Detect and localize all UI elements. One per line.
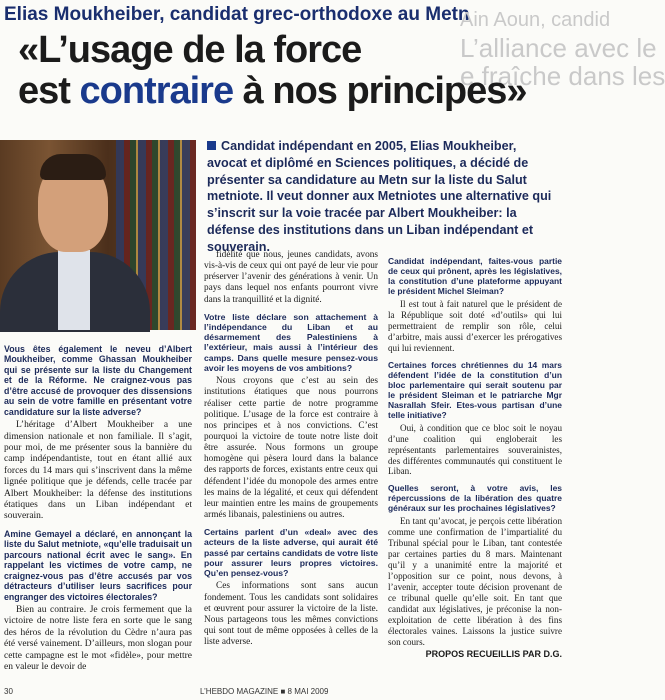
page-number: 30 bbox=[4, 687, 13, 696]
kicker-line: Elias Moukheiber, candidat grec-orthodoxe au Metn bbox=[4, 4, 470, 25]
ghost-line: e fraîche dans les bbox=[460, 61, 665, 91]
interview-answer: Oui, à condition que ce bloc soit le noyau d’une coalition qui engloberait les représentants parlementaires souverainistes, des différentes communautés qui constituent le Liban. bbox=[388, 422, 562, 477]
interview-answer: L’héritage d’Albert Moukheiber a une dimension nationale et non familiale. Il s’agit, pour moi, de me présenter sous la bannière du camp indépendantiste, tout en étant allié aux forces du 14 mars qui s’inscrivent dans la même lignée politique que je défends, celle tracée par Albert Moukheiber: la défense des institutions étatiques dans un Liban indépendant et souverain. bbox=[4, 420, 192, 522]
article-column-1 bbox=[4, 338, 192, 675]
interview-answer: Bien au contraire. Je crois fermement que la victoire de notre liste fera en sorte que le sang des héros de la révolution du Cèdre n’aura pas été versé vainement. D’ailleurs, mon slogan pour cette campagne est le mot «fidèle», pour mettre en valeur le devoir de bbox=[4, 605, 192, 673]
interview-question: Certaines forces chrétiennes du 14 mars défendent l’idée de la constitution d’un bloc parlementaire qui serait soutenu par le président Sleiman et le patriarche Mgr Nasrallah Sfeir. Etes-vous partisan d’une telle initiative? bbox=[388, 359, 562, 420]
interview-answer: Il est tout à fait naturel que le président de la République soit doté «d’outils» qui lui permettraient de remplir son rôle, celui d’arbitre, mais aussi d’exercer les prérogatives qui lui reviennent. bbox=[388, 299, 562, 353]
ghost-line: Ain Aoun, candid bbox=[460, 9, 611, 31]
interview-answer: Nous croyons que c’est au sein des institutions étatiques que nous pourrons réaliser cette partie de notre programme politique. L’usage de la force est contraire à nos principes et à nos convictions. C’est pourquoi la victoire de toute notre liste doit être assurée. Nous formons un groupe homogène qui pèsera lourd dans la balance des rapports de forces, existants entre ceux qui défendent l’idée du monopole des armes entre les mains de la légalité, et ceux qui défendent leur maintien entre les mains de groupements armés libanais, palestiniens ou autres. bbox=[204, 376, 378, 521]
page-footer bbox=[0, 684, 570, 700]
interview-question: Certains parlent d’un «deal» avec des acteurs de la liste adverse, qui aurait été passé par certains candidats de votre liste pour assurer leurs propres victoires. Qu’en pensez-vous? bbox=[204, 527, 379, 579]
magazine-credit: L’HEBDO MAGAZINE ■ 8 MAI 2009 bbox=[200, 687, 329, 696]
article-column-2 bbox=[204, 250, 378, 650]
interview-question: Votre liste déclare son attachement à l’indépendance du Liban et au désarmement des Palestiniens à l’extérieur, mais aussi à l’intérieur des camps. Dans quelle mesure pensez-vous avoir les moyens de vos ambitions? bbox=[204, 311, 378, 373]
ghost-line: L’alliance avec le bbox=[460, 33, 657, 63]
portrait-photo bbox=[0, 140, 196, 330]
square-bullet-icon bbox=[207, 141, 216, 150]
article-column-3 bbox=[388, 250, 562, 662]
headline-line-2 bbox=[18, 71, 527, 112]
interview-question: Candidat indépendant, faites-vous partie de ceux qui prônent, après les législatives, la constitution d’une plateforme appuyant le président Michel Sleiman? bbox=[388, 256, 562, 297]
interview-question: Amine Gemayel a déclaré, en annonçant la liste du Salut metniote, «qu’elle traduisait un parcours national écrit avec le sang». En rappelant les victimes de votre camp, ne craignez-vous pas d’être accusés par vos détracteurs d’utiliser leurs sacrifices pour engranger des victoires électorales? bbox=[4, 528, 192, 602]
interview-answer: Ces informations sont sans aucun fondement. Tous les candidats sont solidaires et œuvrent pour assurer la victoire de la liste. Nous partageons tous les mêmes convictions qui sont tout de même opposées à celles de la liste adverse. bbox=[204, 581, 378, 648]
interview-question: Quelles seront, à votre avis, les répercussions de la libération des quatre généraux sur les prochaines législatives? bbox=[388, 483, 562, 514]
interview-answer: En tant qu’avocat, je perçois cette libération comme une confirmation de l’impartialité du Tribunal spécial pour le Liban, tant contestée par certaines parties du 8 mars. Maintenant qu’il y a unanimité entre la majorité et l’opposition sur ce point, nous devons, à l’avenir, accepter toute décision provenant de ce tribunal quelle qu’elle soit. En tant que candidat aux législatives, je préconise la non-exploitation de cette libération à des fins électorales vaines. Laissons la justice suivre son cours. bbox=[388, 516, 562, 647]
lead-text: Candidat indépendant en 2005, Elias Moukheiber, avocat et diplômé en Sciences politiques, a décidé de présenter sa candidature au Metn sur la liste du Salut metniote. Il veut donner aux Metniotes une alternative qui s’inscrit sur la voie tracée par Albert Moukheiber: la défense des institutions dans un Liban indépendant et souverain. bbox=[207, 139, 552, 254]
interview-question: Vous êtes également le neveu d’Albert Moukheiber, comme Ghassan Moukheiber qui se présente sur la liste du Changement et de la Réforme. Ne craignez-vous pas d’être accusé de provoquer des dissensions au sein de votre famille en présentant votre candidature sur la liste adverse? bbox=[4, 344, 192, 417]
lead-paragraph bbox=[207, 138, 559, 256]
headline-line-1: «L’usage de la force bbox=[18, 29, 362, 71]
interview-answer: fidélité que nous, jeunes candidats, avons vis-à-vis de ceux qui ont payé de leur vie pour préserver l’avenir des générations à venir. Un pays dans lequel nos enfants pourront vivre dans la tranquillité et la dignité. bbox=[204, 250, 378, 305]
headline-post: à nos principes» bbox=[233, 70, 527, 112]
headline-pre: est bbox=[18, 70, 80, 112]
signature: PROPOS RECUEILLIS PAR D.G. bbox=[425, 649, 562, 660]
hair bbox=[40, 154, 106, 180]
headline-accent: contraire bbox=[79, 70, 234, 112]
headline bbox=[18, 30, 527, 112]
shirt bbox=[58, 250, 90, 330]
